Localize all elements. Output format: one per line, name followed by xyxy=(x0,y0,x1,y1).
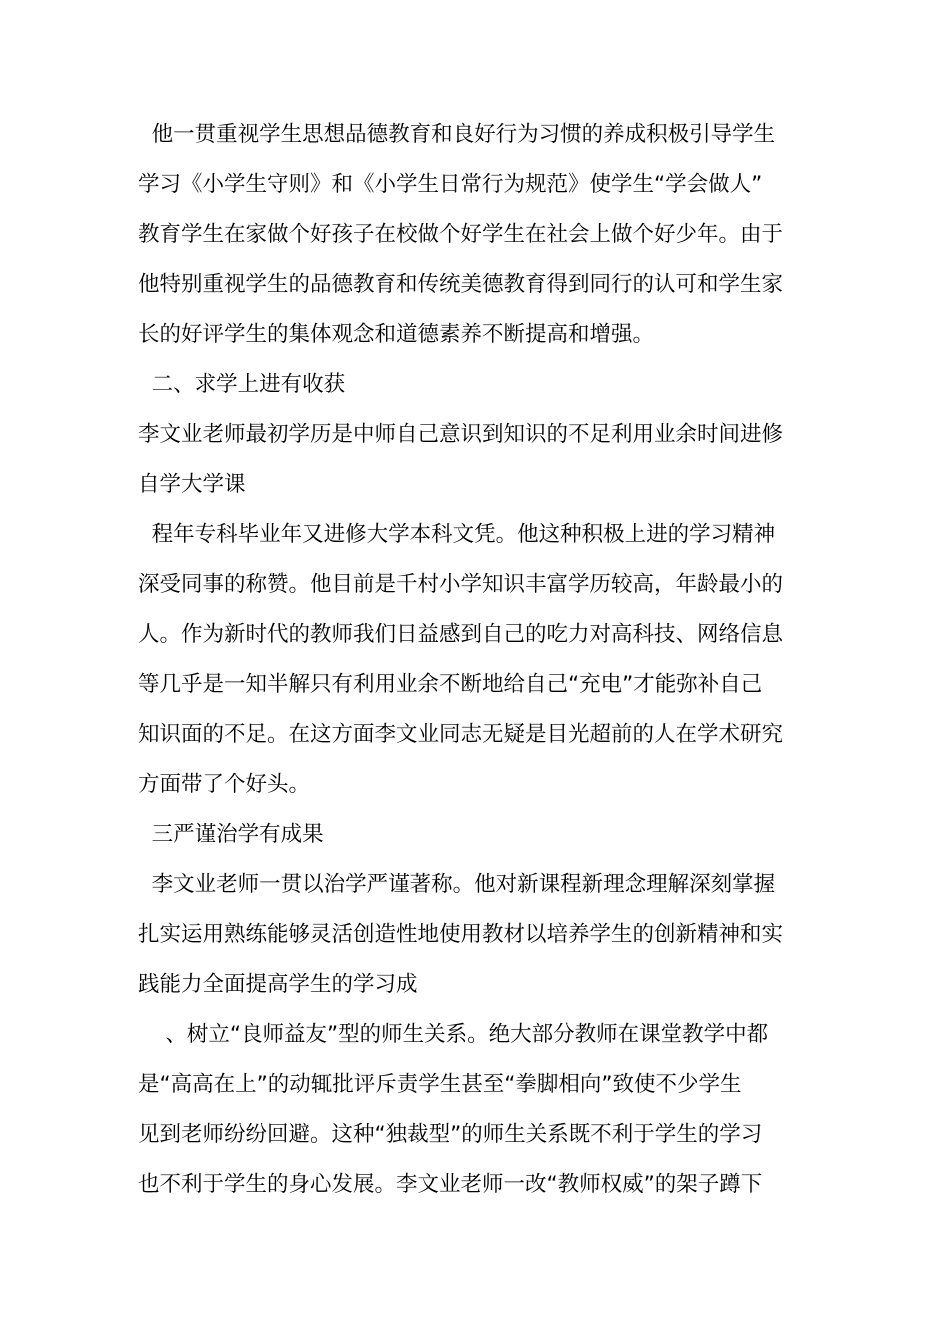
text-line: 、树立“良师益友”型的师生关系。绝大部分教师在课堂教学中都 xyxy=(138,1022,769,1047)
text-line: 自学大学课 xyxy=(138,472,246,497)
text-line: 学习《小学生守则》和《小学生日常行为规范》使学生“学会做人” xyxy=(138,172,763,197)
text-line: 他特别重视学生的品德教育和传统美德教育得到同行的认可和学生家 xyxy=(138,272,784,297)
text-line: 等几乎是一知半解只有利用业余不断地给自己“充电”才能弥补自己 xyxy=(138,672,763,697)
text-line: 李文业老师一贯以治学严谨著称。他对新课程新理念理解深刻掌握 xyxy=(138,872,776,897)
section-heading: 三严谨治学有成果 xyxy=(138,822,324,847)
text-line: 知识面的不足。在这方面李文业同志无疑是目光超前的人在学术研究 xyxy=(138,722,784,747)
text-line: 践能力全面提高学生的学习成 xyxy=(138,972,418,997)
text-line: 扎实运用熟练能够灵活创造性地使用教材以培养学生的创新精神和实 xyxy=(138,922,784,947)
text-line: 也不利于学生的身心发展。李文业老师一改“教师权威”的架子蹲下 xyxy=(138,1172,763,1197)
text-line: 人。作为新时代的教师我们日益感到自己的吃力对高科技、网络信息 xyxy=(138,622,784,647)
text-line: 方面带了个好头。 xyxy=(138,772,311,797)
text-line: 深受同事的称赞。他目前是千村小学知识丰富学历较高，年龄最小的 xyxy=(138,572,784,597)
text-line: 他一贯重视学生思想品德教育和良好行为习惯的养成积极引导学生 xyxy=(138,122,776,147)
section-heading: 二、求学上进有收获 xyxy=(138,372,346,397)
document-body xyxy=(138,110,818,1210)
text-line: 李文业老师最初学历是中师自己意识到知识的不足利用业余时间进修 xyxy=(138,422,784,447)
text-line: 见到老师纷纷回避。这种“独裁型”的师生关系既不利于学生的学习 xyxy=(138,1122,763,1147)
text-line: 教育学生在家做个好孩子在校做个好学生在社会上做个好少年。由于 xyxy=(138,222,784,247)
text-line: 程年专科毕业年又进修大学本科文凭。他这种积极上进的学习精神 xyxy=(138,522,776,547)
text-line: 长的好评学生的集体观念和道德素养不断提高和增强。 xyxy=(138,322,655,347)
text-line: 是“高高在上”的动辄批评斥责学生甚至“拳脚相向”致使不少学生 xyxy=(138,1072,742,1097)
